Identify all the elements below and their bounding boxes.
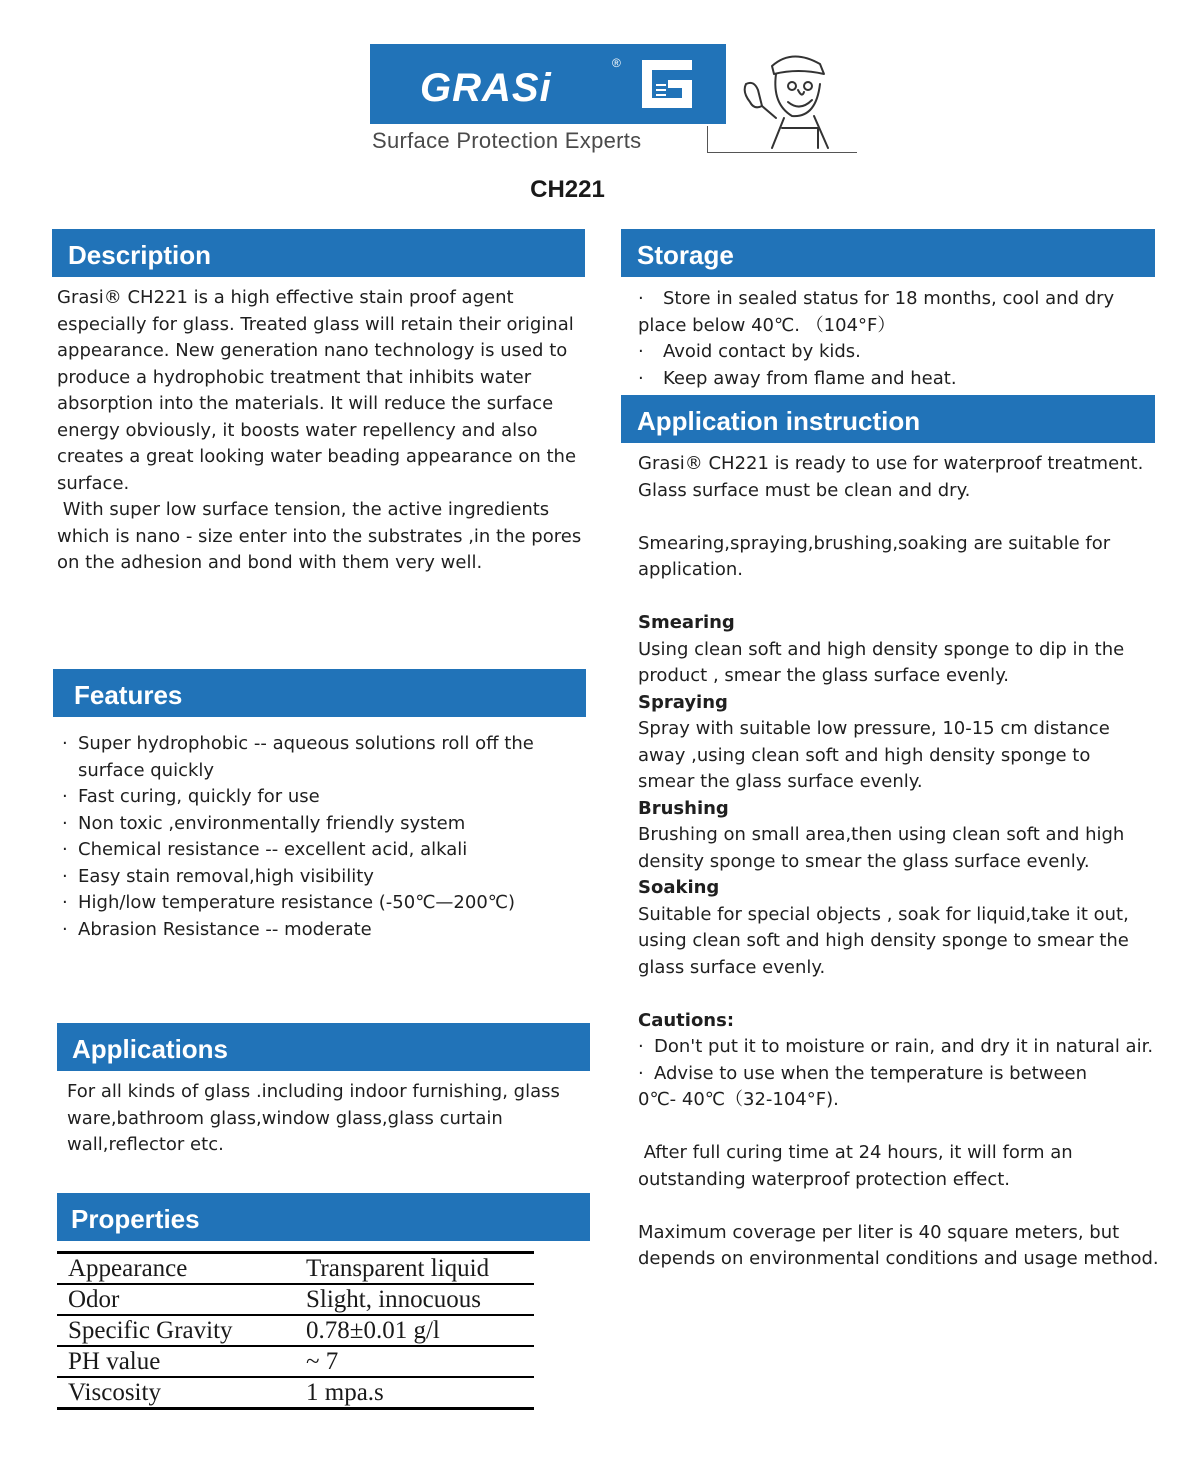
storage-heading: Storage bbox=[621, 229, 1155, 277]
properties-table bbox=[57, 1251, 534, 1410]
list-item: · Super hydrophobic -- aqueous solutions roll off the surface quickly bbox=[62, 733, 534, 781]
table-row bbox=[57, 1346, 534, 1377]
table-row bbox=[57, 1315, 534, 1346]
application-instruction-heading: Application instruction bbox=[621, 395, 1155, 443]
list-item: · Non toxic ,environmentally friendly system bbox=[62, 812, 466, 834]
tagline-underline bbox=[707, 152, 857, 153]
method-text: Brushing on small area,then using clean soft and high density sponge to smear the glass surface evenly. bbox=[638, 824, 1125, 872]
instruction-intro: Grasi® CH221 is ready to use for waterproof treatment. Glass surface must be clean and dry. bbox=[638, 453, 1144, 501]
method-title: Smearing bbox=[638, 612, 735, 633]
list-item: · Abrasion Resistance -- moderate bbox=[62, 918, 372, 940]
instruction-methods-intro: Smearing,spraying,brushing,soaking are suitable for application. bbox=[638, 532, 1111, 580]
property-value: Slight, innocuous bbox=[306, 1284, 534, 1315]
list-item: · Advise to use when the temperature is between 0℃- 40℃（32-104°F). bbox=[638, 1062, 1088, 1110]
instruction-body bbox=[638, 451, 1178, 1273]
features-heading: Features bbox=[53, 669, 586, 717]
property-label: Odor bbox=[57, 1284, 306, 1315]
list-item: · Don't put it to moisture or rain, and dry it in natural air. bbox=[638, 1036, 1154, 1057]
grasi-g-logo-icon bbox=[636, 56, 698, 112]
list-item: · Fast curing, quickly for use bbox=[62, 786, 320, 807]
storage-list bbox=[638, 286, 1138, 392]
instruction-curing: After full curing time at 24 hours, it will form an outstanding waterproof protection effect. bbox=[638, 1142, 1079, 1190]
method-title: Spraying bbox=[638, 691, 728, 713]
properties-heading: Properties bbox=[57, 1193, 590, 1241]
table-row bbox=[57, 1253, 534, 1285]
description-paragraph-1: Grasi® CH221 is a high effective stain proof agent especially for glass. Treated glass will retain their original appearance. New generation nano technology is used to produce a hydrophobic treatment that inhibits water absorption into the materials. It will reduce the surface energy obviously, it boosts water repellency and also creates a great looking water beading appearance on the surface. bbox=[57, 287, 577, 494]
applications-heading: Applications bbox=[57, 1023, 590, 1071]
applications-text: For all kinds of glass .including indoor furnishing, glass ware,bathroom glass,window glass,glass curtain wall,reflector etc. bbox=[67, 1081, 560, 1155]
property-value: Transparent liquid bbox=[306, 1253, 534, 1285]
tagline-divider bbox=[707, 126, 708, 153]
document-title: CH221 bbox=[530, 176, 605, 203]
description-body bbox=[57, 285, 587, 577]
brand-logo-text: GRASi bbox=[420, 66, 552, 110]
property-value: 0.78±0.01 g/l bbox=[306, 1315, 534, 1346]
table-row bbox=[57, 1284, 534, 1315]
property-label: Viscosity bbox=[57, 1377, 306, 1409]
method-title: Soaking bbox=[638, 877, 720, 898]
cautions-title: Cautions: bbox=[638, 1009, 735, 1031]
list-item: · Avoid contact by kids. bbox=[638, 341, 861, 362]
property-value: ~ 7 bbox=[306, 1346, 534, 1377]
method-text: Spray with suitable low pressure, 10-15 cm distance away ,using clean soft and high density sponge to smear the glass surface evenly. bbox=[638, 718, 1110, 792]
method-text: Suitable for special objects , soak for liquid,take it out, using clean soft and high density sponge to smear the glass surface evenly. bbox=[638, 903, 1129, 978]
table-row bbox=[57, 1377, 534, 1409]
property-label: Specific Gravity bbox=[57, 1315, 306, 1346]
description-paragraph-2: With super low surface tension, the active ingredients which is nano - size enter into the substrates ,in the pores on the adhesion and bond with them very well. bbox=[57, 499, 587, 573]
features-list bbox=[62, 731, 582, 943]
list-item: · High/low temperature resistance (-50℃—200℃) bbox=[62, 892, 516, 913]
mascot-worker-icon bbox=[732, 44, 832, 150]
property-label: Appearance bbox=[57, 1253, 306, 1285]
method-text: Using clean soft and high density sponge to dip in the product , smear the glass surface evenly. bbox=[638, 638, 1125, 686]
list-item: · Chemical resistance -- excellent acid, alkali bbox=[62, 839, 468, 860]
list-item: · Easy stain removal,high visibility bbox=[62, 865, 374, 887]
instruction-coverage: Maximum coverage per liter is 40 square meters, but depends on environmental conditions and usage method. bbox=[638, 1221, 1159, 1269]
brand-tagline: Surface Protection Experts bbox=[372, 128, 642, 153]
property-label: PH value bbox=[57, 1346, 306, 1377]
description-heading: Description bbox=[52, 229, 585, 277]
list-item: · Store in sealed status for 18 months, cool and dry place below 40℃. （104°F） bbox=[638, 288, 1115, 336]
property-value: 1 mpa.s bbox=[306, 1377, 534, 1409]
method-title: Brushing bbox=[638, 797, 729, 819]
registered-mark: ® bbox=[612, 56, 621, 70]
list-item: · Keep away from flame and heat. bbox=[638, 367, 957, 389]
